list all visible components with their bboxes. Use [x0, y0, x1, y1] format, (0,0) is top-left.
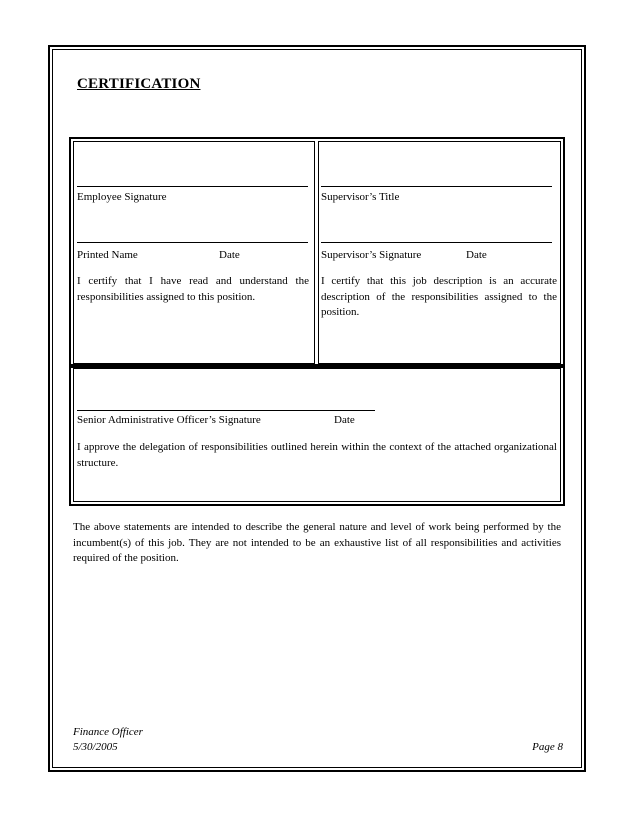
senior-officer-signature-line — [77, 410, 375, 411]
page-title: CERTIFICATION — [77, 76, 201, 92]
printed-name-label: Printed Name — [77, 249, 138, 261]
footer-date: 5/30/2005 — [73, 741, 118, 753]
footer-page-number: Page 8 — [532, 741, 563, 753]
supervisor-title-label: Supervisor’s Title — [321, 191, 400, 203]
disclaimer-paragraph: The above statements are intended to describe the general nature and level of work being performed by the incumbent(s) of this job. They are not intended to be an exhaustive list of all responsibilities and activities required of the position. — [73, 521, 561, 564]
supervisor-certification-statement: I certify that this job description is an accurate description of the responsibilities assigned to the position. — [321, 275, 557, 318]
senior-officer-date-label: Date — [334, 414, 355, 426]
printed-name-line — [77, 242, 308, 243]
senior-officer-cell — [73, 368, 561, 502]
supervisor-signature-label: Supervisor’s Signature — [321, 249, 422, 261]
supervisor-title-line — [321, 186, 552, 187]
supervisor-signature-line — [321, 242, 552, 243]
senior-officer-approval-statement: I approve the delegation of responsibilities outlined herein within the context of the attached organizational structure. — [77, 441, 557, 469]
employee-date-label: Date — [219, 249, 240, 261]
employee-signature-label: Employee Signature — [77, 191, 167, 203]
footer-document-title: Finance Officer — [73, 726, 143, 738]
employee-certification-statement: I certify that I have read and understand the responsibilities assigned to this position. — [77, 275, 309, 303]
supervisor-date-label: Date — [466, 249, 487, 261]
employee-signature-line — [77, 186, 308, 187]
senior-officer-signature-label: Senior Administrative Officer’s Signature — [77, 414, 261, 426]
